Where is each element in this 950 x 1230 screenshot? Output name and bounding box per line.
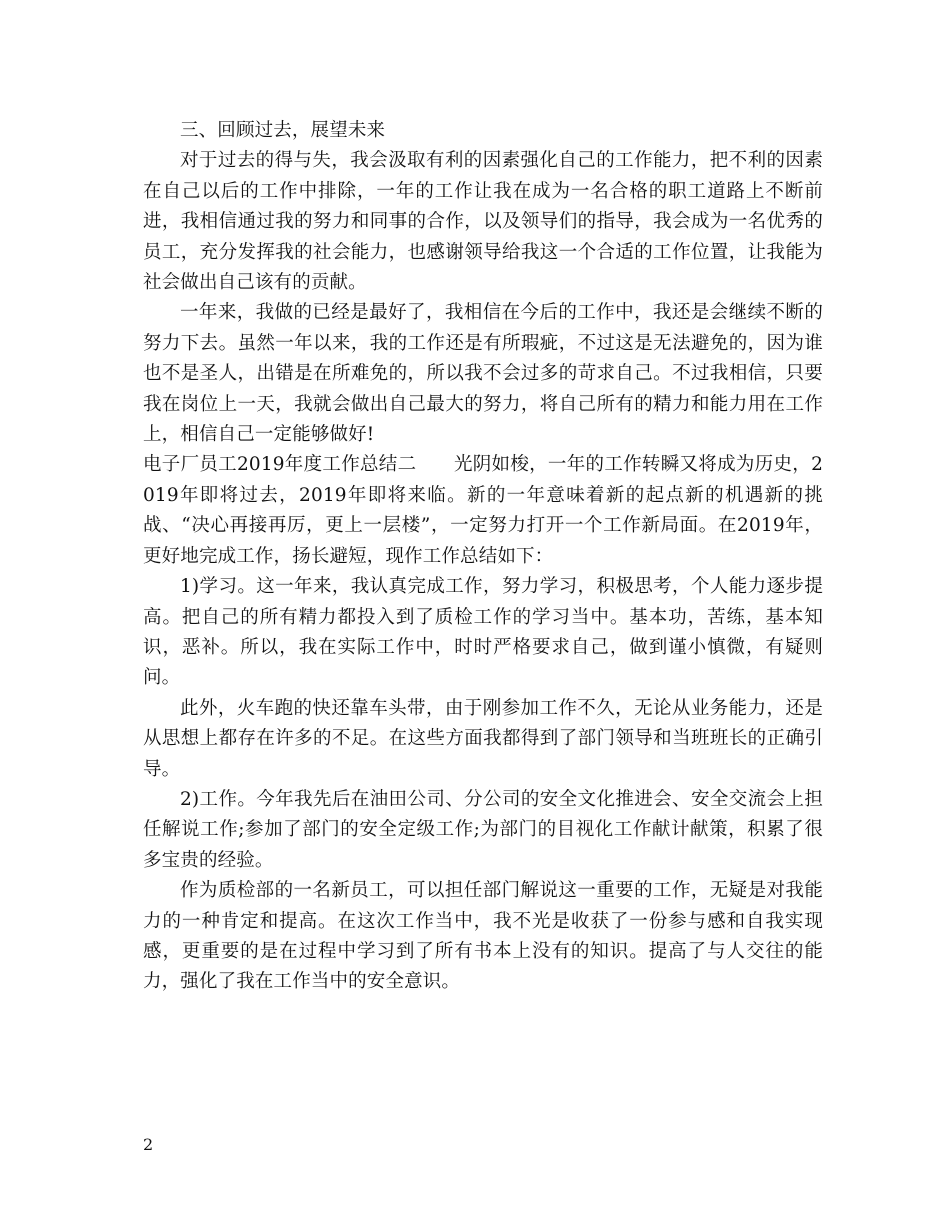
- document-body: [143, 116, 823, 998]
- page-number: 2: [143, 1135, 154, 1154]
- paragraph-new-employee: 作为质检部的一名新员工，可以担任部门解说这一重要的工作，无疑是对我能力的一种肯定和提高。在这次工作当中，我不光是收获了一份参与感和自我实现感，更重要的是在过程中学习到了所有书本上没有的知识。提高了与人交往的能力，强化了我在工作当中的安全意识。: [143, 880, 823, 993]
- paragraph-study: 1)学习。这一年来，我认真完成工作，努力学习，积极思考，个人能力逐步提高。把自己的所有精力都投入到了质检工作的学习当中。基本功，苦练，基本知识，恶补。所以，我在实际工作中，时时严格要求自己，做到谨小慎微，有疑则问。: [143, 576, 823, 689]
- paragraph-year-effort: 一年来，我做的已经是最好了，我相信在今后的工作中，我还是会继续不断的努力下去。虽然一年以来，我的工作还是有所瑕疵，不过这是无法避免的，因为谁也不是圣人，出错是在所难免的，所以我不会过多的苛求自己。不过我相信，只要我在岗位上一天，我就会做出自己最大的努力，将自己所有的精力和能力用在工作上，相信自己一定能够做好!: [143, 302, 823, 446]
- paragraph-review: 对于过去的得与失，我会汲取有利的因素强化自己的工作能力，把不利的因素在自己以后的工作中排除，一年的工作让我在成为一名合格的职工道路上不断前进，我相信通过我的努力和同事的合作，以及领导们的指导，我会成为一名优秀的员工，充分发挥我的社会能力，也感谢领导给我这一个合适的工作位置，让我能为社会做出自己该有的贡献。: [143, 150, 823, 294]
- paragraph-summary-two-intro: 电子厂员工2019年度工作总结二 光阴如梭，一年的工作转瞬又将成为历史，2019年即将过去，2019年即将来临。新的一年意味着新的起点新的机遇新的挑战、“决心再接再厉，更上一层楼”，一定努力打开一个工作新局面。在2019年，更好地完成工作，扬长避短，现作工作总结如下：: [143, 454, 823, 567]
- paragraph-guidance: 此外，火车跑的快还靠车头带，由于刚参加工作不久，无论从业务能力，还是从思想上都存在许多的不足。在这些方面我都得到了部门领导和当班班长的正确引导。: [143, 697, 823, 780]
- section-heading: 三、回顾过去，展望未来: [180, 120, 386, 141]
- paragraph-work: 2)工作。今年我先后在油田公司、分公司的安全文化推进会、安全交流会上担任解说工作;参加了部门的安全定级工作;为部门的目视化工作献计献策，积累了很多宝贵的经验。: [143, 788, 823, 871]
